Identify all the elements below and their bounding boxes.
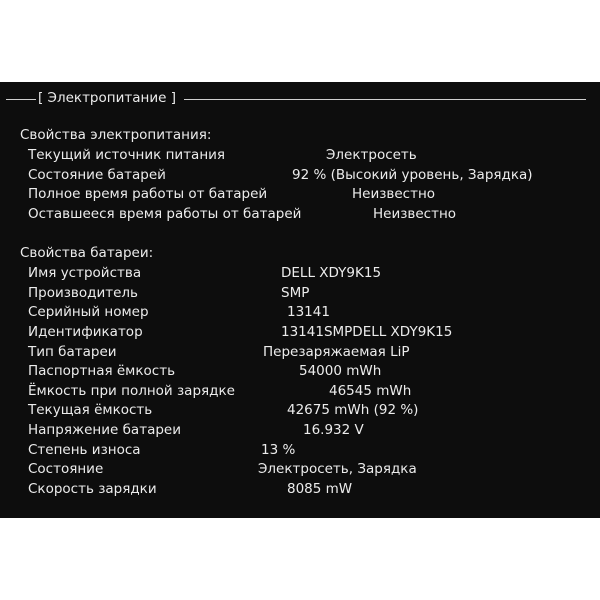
battery-label-type: Тип батареи (28, 344, 117, 360)
section-header-title: [ Электропитание ] (38, 90, 176, 106)
header-rule-right (184, 99, 586, 100)
battery-label-full-charge-capacity: Ёмкость при полной зарядке (28, 383, 235, 399)
power-label-remaining-runtime: Оставшееся время работы от батарей (28, 206, 302, 222)
battery-label-charge-rate: Скорость зарядки (28, 481, 157, 497)
battery-label-wear-level: Степень износа (28, 442, 141, 458)
battery-value-design-capacity: 54000 mWh (299, 363, 382, 379)
power-label-battery-state: Состояние батарей (28, 167, 166, 183)
battery-section-title: Свойства батареи: (20, 245, 154, 261)
battery-label-design-capacity: Паспортная ёмкость (28, 363, 176, 379)
power-value-current-source: Электросеть (326, 147, 417, 163)
power-label-full-runtime: Полное время работы от батарей (28, 186, 268, 202)
battery-label-serial: Серийный номер (28, 304, 149, 320)
battery-value-voltage: 16.932 V (303, 422, 364, 438)
power-label-current-source: Текущий источник питания (28, 147, 226, 163)
power-value-full-runtime: Неизвестно (352, 186, 436, 202)
battery-value-full-charge-capacity: 46545 mWh (329, 383, 412, 399)
battery-value-state: Электросеть, Зарядка (258, 461, 417, 477)
battery-value-device-name: DELL XDY9K15 (281, 265, 382, 281)
power-value-remaining-runtime: Неизвестно (373, 206, 457, 222)
battery-label-device-name: Имя устройства (28, 265, 142, 281)
battery-value-manufacturer: SMP (281, 285, 310, 301)
battery-value-charge-rate: 8085 mW (287, 481, 353, 497)
header-rule-left (6, 99, 36, 100)
battery-label-voltage: Напряжение батареи (28, 422, 181, 438)
battery-label-state: Состояние (28, 461, 104, 477)
power-section-title: Свойства электропитания: (20, 127, 212, 143)
battery-value-serial: 13141 (287, 304, 330, 320)
battery-value-current-capacity: 42675 mWh (92 %) (287, 402, 419, 418)
battery-value-wear-level: 13 % (261, 442, 296, 458)
power-info-panel (0, 82, 600, 518)
battery-value-identifier: 13141SMPDELL XDY9K15 (281, 324, 453, 340)
battery-value-type: Перезаряжаемая LiP (263, 344, 410, 360)
battery-label-manufacturer: Производитель (28, 285, 139, 301)
battery-label-current-capacity: Текущая ёмкость (28, 402, 153, 418)
battery-label-identifier: Идентификатор (28, 324, 143, 340)
power-value-battery-state: 92 % (Высокий уровень, Зарядка) (292, 167, 533, 183)
